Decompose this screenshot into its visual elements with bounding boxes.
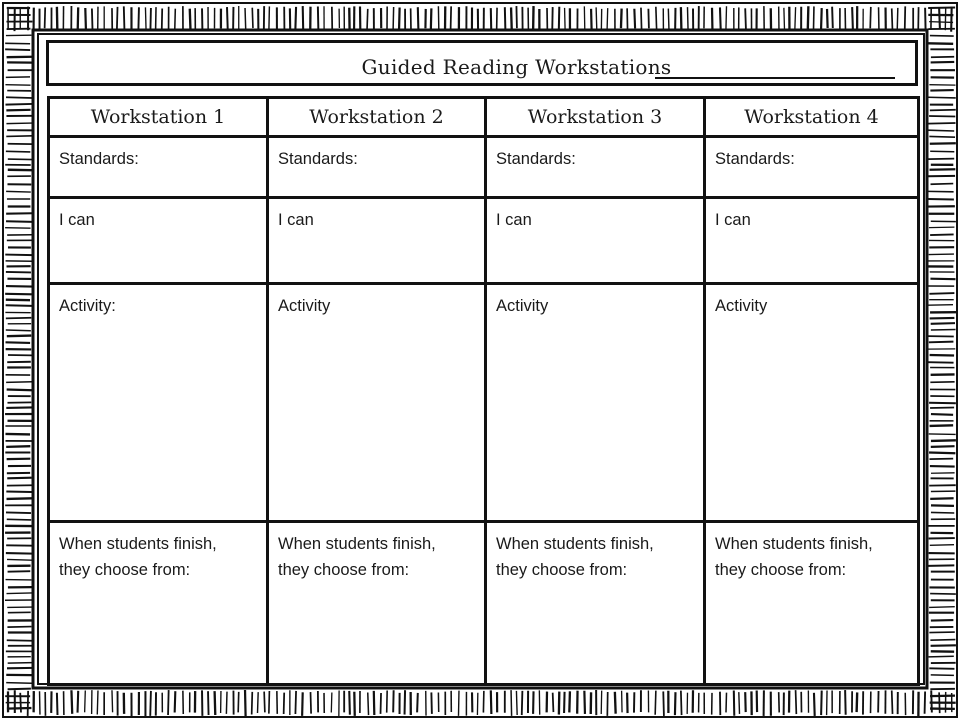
finish-line-2: they choose from: xyxy=(496,561,628,579)
activity-cell-2: Activity xyxy=(269,285,487,523)
i-can-cell-1: I can xyxy=(50,199,269,285)
finish-line-2: they choose from: xyxy=(715,561,847,579)
column-header-1: Workstation 1 xyxy=(50,99,269,138)
finish-line-1: When students finish, xyxy=(715,535,873,553)
column-header-2: Workstation 2 xyxy=(269,99,487,138)
column-header-4: Workstation 4 xyxy=(706,99,917,138)
workstations-table xyxy=(47,96,920,686)
column-header-3: Workstation 3 xyxy=(487,99,706,138)
i-can-cell-2: I can xyxy=(269,199,487,285)
standards-cell-1: Standards: xyxy=(50,138,269,199)
title-box xyxy=(46,40,918,86)
finish-line-1: When students finish, xyxy=(59,535,217,553)
page-title: Guided Reading Workstations xyxy=(361,55,672,79)
finish-line-2: they choose from: xyxy=(278,561,410,579)
activity-cell-1: Activity: xyxy=(50,285,269,523)
finish-line-2: they choose from: xyxy=(59,561,191,579)
standards-cell-2: Standards: xyxy=(269,138,487,199)
finish-line-1: When students finish, xyxy=(278,535,436,553)
i-can-cell-4: I can xyxy=(706,199,917,285)
activity-cell-3: Activity xyxy=(487,285,706,523)
finish-cell-1 xyxy=(50,523,269,683)
i-can-cell-3: I can xyxy=(487,199,706,285)
standards-cell-4: Standards: xyxy=(706,138,917,199)
standards-cell-3: Standards: xyxy=(487,138,706,199)
finish-line-1: When students finish, xyxy=(496,535,654,553)
activity-cell-4: Activity xyxy=(706,285,917,523)
title-blank-line xyxy=(655,77,895,79)
finish-cell-4 xyxy=(706,523,917,683)
finish-cell-3 xyxy=(487,523,706,683)
finish-cell-2 xyxy=(269,523,487,683)
